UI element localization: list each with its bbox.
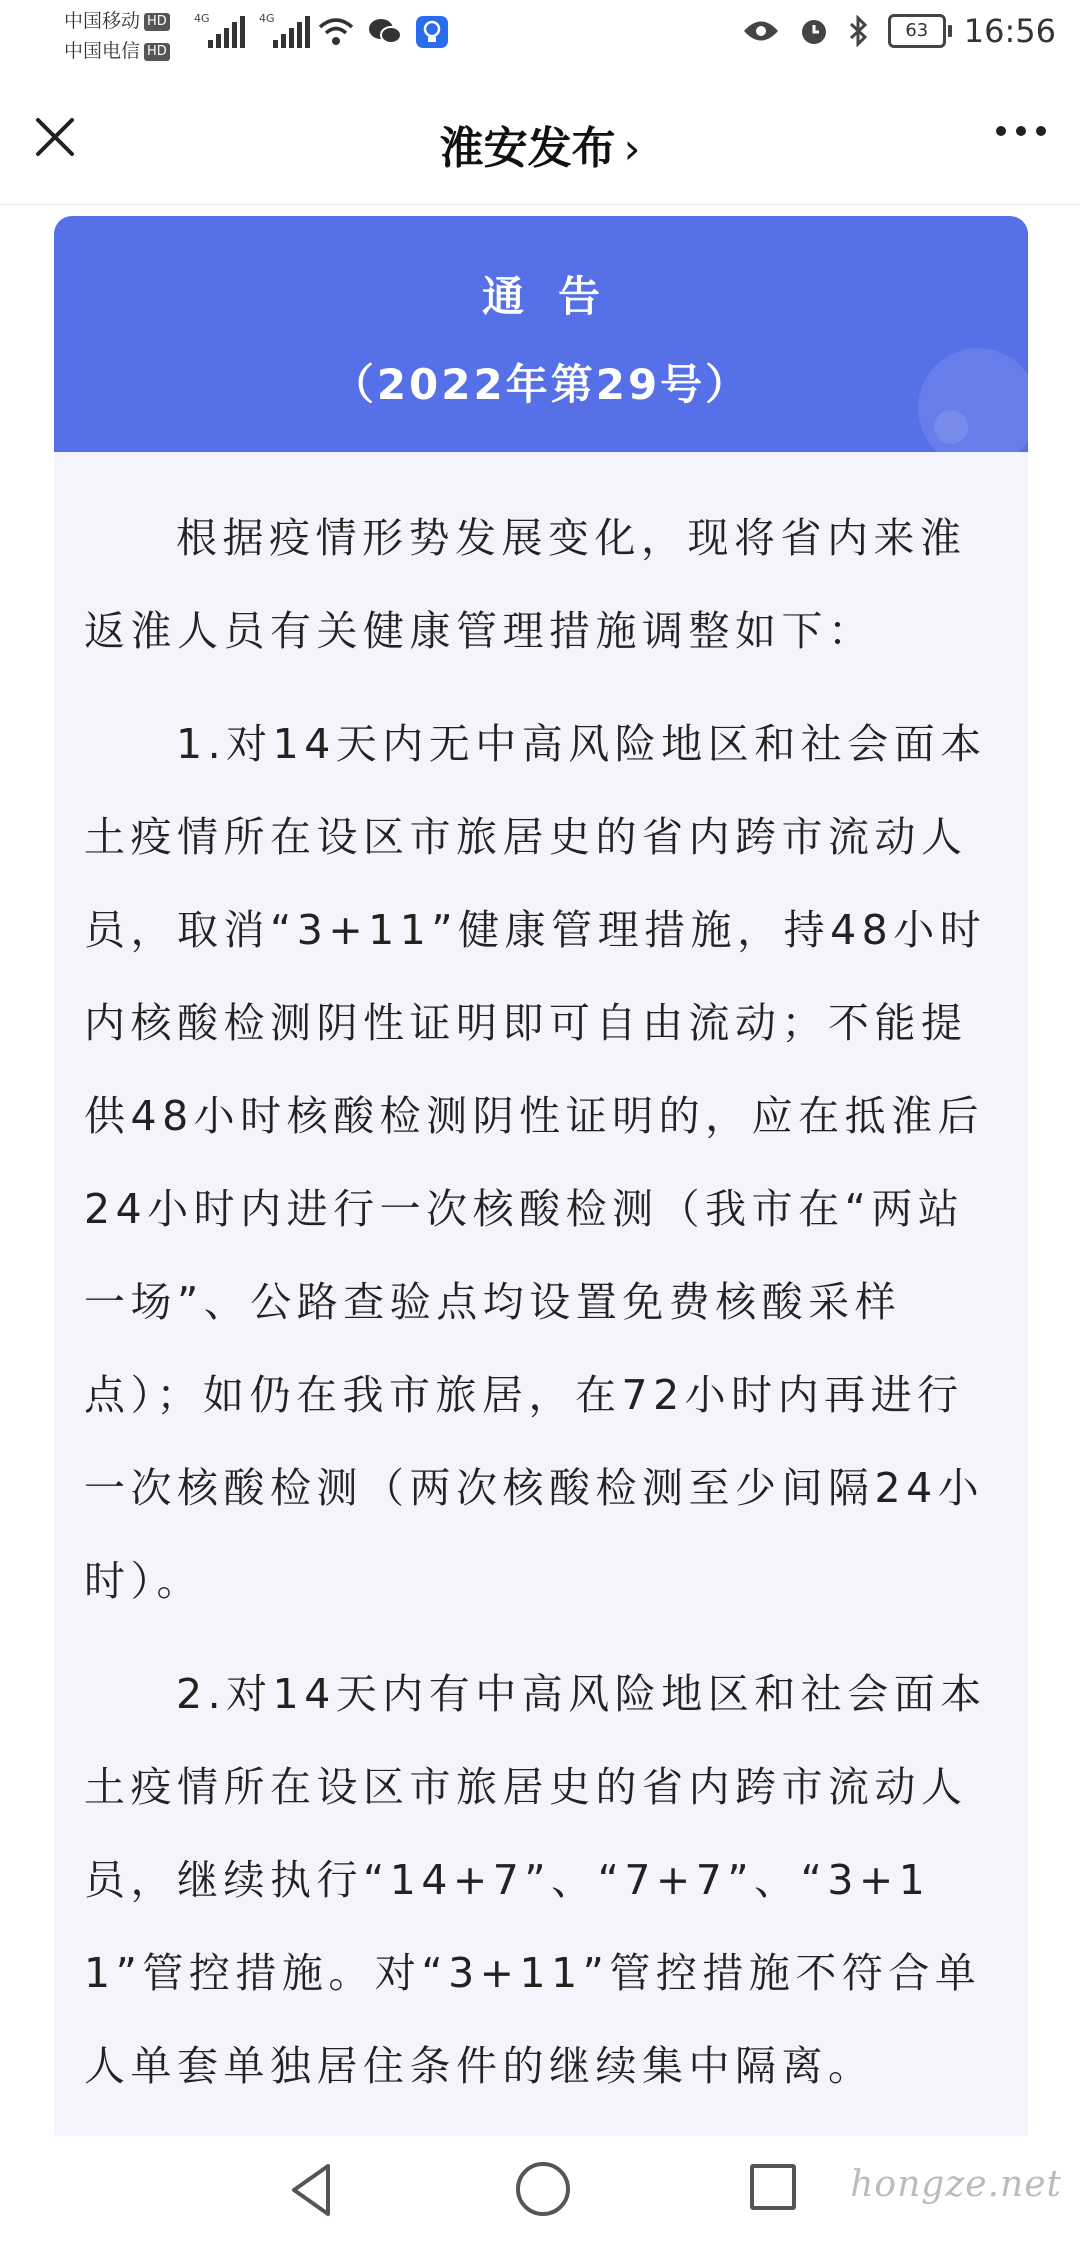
- more-icon[interactable]: [996, 126, 1046, 136]
- account-title-link[interactable]: [0, 112, 1080, 176]
- signal-icon: [194, 12, 245, 48]
- carrier-1: 中国移动: [64, 10, 141, 32]
- back-icon[interactable]: [288, 2162, 334, 2218]
- home-icon[interactable]: [516, 2162, 570, 2216]
- watermark: hongze.net: [850, 2164, 1062, 2205]
- hd-badge: HD: [144, 13, 170, 31]
- chevron-right-icon: ›: [623, 124, 641, 173]
- signal-icon: [259, 12, 310, 48]
- eye-icon: [742, 18, 780, 44]
- clock: 16:56: [963, 12, 1056, 50]
- notice-banner: [54, 216, 1028, 452]
- app-header: [0, 74, 1080, 205]
- network-type: 4G: [259, 12, 275, 25]
- status-right: [742, 12, 1056, 50]
- paragraph-item-2: 2.对14天内有中高风险地区和社会面本土疫情所在设区市旅居史的省内跨市流动人员，继续执行“14+7”、“7+7”、“3+11”管控措施。对“3+11”管控措施不符合单人单套单独居住条件的继续集中隔离。: [84, 1670, 987, 2090]
- carrier-2: 中国电信: [64, 40, 141, 62]
- signal-group: [194, 12, 310, 48]
- recent-apps-icon[interactable]: [750, 2164, 796, 2210]
- alarm-icon: [798, 15, 830, 47]
- lightbulb-app-icon: [416, 16, 448, 48]
- decoration: [934, 410, 968, 444]
- notice-title: 通告: [481, 272, 634, 321]
- carrier-info: [64, 6, 170, 66]
- wifi-icon: [318, 17, 354, 47]
- account-name: 淮安发布: [439, 123, 616, 174]
- article-card: [54, 216, 1028, 2136]
- paragraph-intro: 根据疫情形势发展变化，现将省内来淮返淮人员有关健康管理措施调整如下：: [84, 514, 967, 655]
- article-body: [54, 452, 1028, 2113]
- hd-badge: HD: [144, 43, 170, 61]
- bluetooth-icon: [848, 15, 870, 47]
- status-bar: [0, 0, 1080, 74]
- notice-number: （2022年第29号）: [331, 360, 751, 409]
- network-type: 4G: [194, 12, 210, 25]
- battery-icon: 63: [888, 14, 946, 48]
- paragraph-item-1: 1.对14天内无中高风险地区和社会面本土疫情所在设区市旅居史的省内跨市流动人员，取消“3+11”健康管理措施，持48小时内核酸检测阴性证明即可自由流动；不能提供48小时核酸检测阴性证明的，应在抵淮后24小时内进行一次核酸检测（我市在“两站一场”、公路查验点均设置免费核酸采样点）；如仍在我市旅居，在72小时内再进行一次核酸检测（两次核酸检测至少间隔24小时）。: [84, 720, 987, 1605]
- wechat-icon: [368, 17, 402, 47]
- notification-icons: [318, 16, 448, 48]
